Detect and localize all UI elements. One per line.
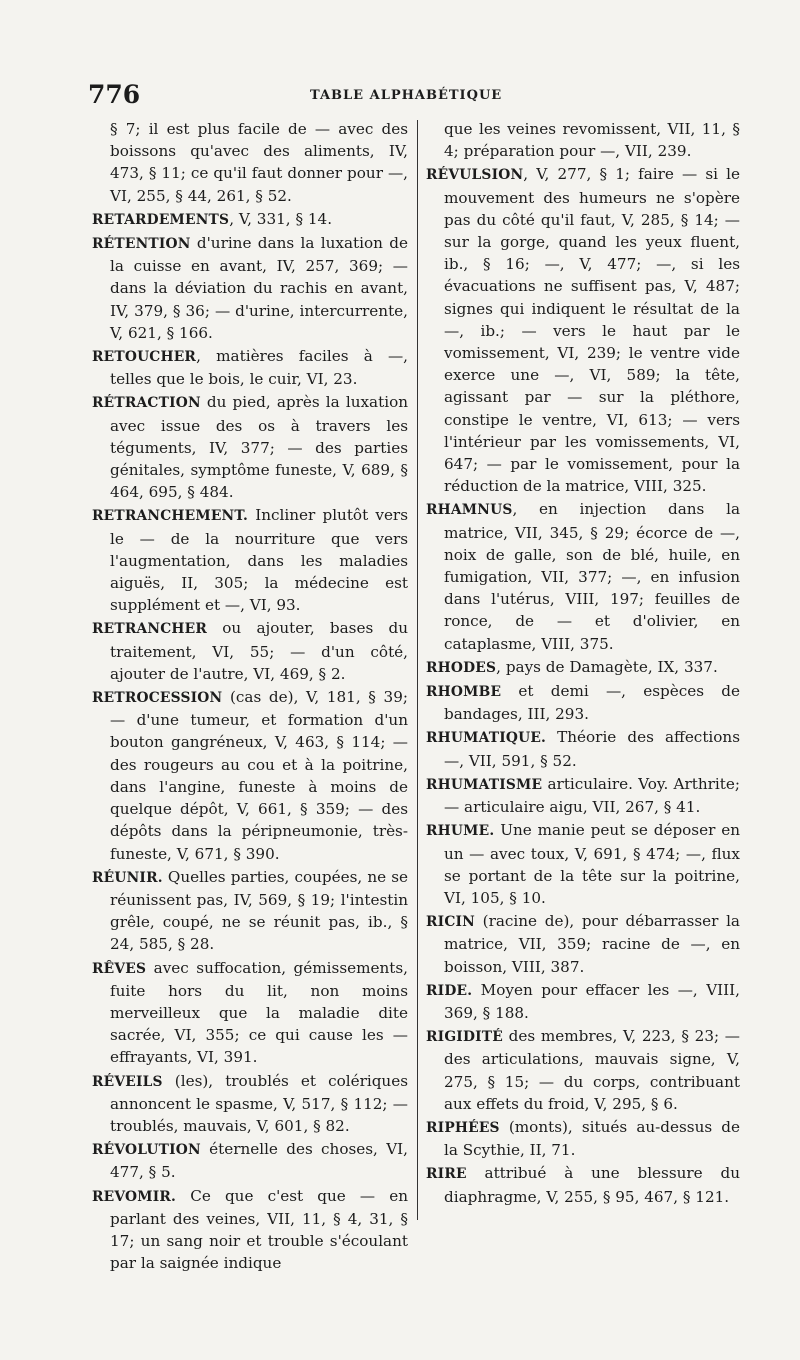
index-entry [426, 680, 740, 725]
entry-headword: RETOUCHER [92, 349, 197, 366]
entry-headword: RETRANCHER [92, 621, 208, 638]
entry-headword: REVOMIR. [92, 1188, 177, 1205]
page-header [88, 80, 728, 114]
entry-headword: RHUME. [426, 823, 495, 840]
index-entry [426, 819, 740, 909]
entry-headword: RETRANCHEMENT. [92, 508, 249, 525]
index-entry [426, 726, 740, 771]
entry-text: (monts), situés au-dessus de la Scythie, II, 71. [444, 1117, 740, 1160]
entry-text: , V, 277, § 1; faire — si le mouvement des humeurs ne s'opère pas du côté qu'il faut, V, 285, § 14; — sur la gorge, quand les yeux fluent, ib., § 16; —, V, 477; —, si les évacuations ne suffisent pas, V, 487; signes qui indiquent le résultat de la —, ib.; — vers le haut par le vomissement, VI, 239; le ventre vide exerce une —, VI, 589; la tête, agissant par — sur la pléthore, constipe le ventre, VI, 613; — vers l'intérieur par les vomissements, VI, 647; — par le vomissement, pour la réduction de la matrice, VIII, 325. [444, 165, 740, 496]
index-entry [426, 118, 740, 162]
entry-text: Une manie peut se déposer en un — avec toux, V, 691, § 474; —, flux se portant de la tête sur la poitrine, VI, 105, § 10. [444, 821, 740, 907]
entry-headword: RHUMATIQUE. [426, 730, 547, 747]
entry-text: Moyen pour effacer les —, VIII, 369, § 188. [444, 980, 740, 1022]
entry-headword: RÉVOLUTION [92, 1142, 201, 1159]
index-entry [426, 773, 740, 818]
index-entry [426, 1025, 740, 1115]
entry-text: Incliner plutôt vers le — de la nourriture que vers l'augmentation, dans les maladies aiguës, II, 305; la médecine est supplément et —, VI, 93. [110, 506, 408, 615]
entry-headword: RETROCESSION [92, 690, 223, 707]
entry-headword: RICIN [426, 914, 475, 931]
index-entry [92, 232, 408, 344]
index-entry [92, 957, 408, 1069]
entry-text: (les), troublés et colériques annoncent le spasme, V, 517, § 112; — troublés, mauvais, V, 601, § 82. [110, 1071, 408, 1135]
index-entry [92, 617, 408, 685]
page-number: 776 [88, 80, 141, 109]
entry-headword: RHOMBE [426, 684, 502, 701]
entry-headword: RÊVES [92, 960, 147, 977]
entry-text: éternelle des choses, VI, 477, § 5. [110, 1140, 408, 1182]
entry-headword: RHAMNUS [426, 502, 513, 519]
entry-headword: RIPHÉES [426, 1119, 500, 1136]
entry-text: Théorie des affections —, VII, 591, § 52. [444, 728, 740, 770]
index-entry [426, 1162, 740, 1207]
entry-headword: RIGIDITÉ [426, 1029, 503, 1046]
index-entry [92, 686, 408, 865]
entry-text: attribué à une blessure du diaphragme, V, 255, § 95, 467, § 121. [444, 1164, 740, 1206]
entry-headword: RÉTRACTION [92, 395, 201, 412]
entry-headword: RÉTENTION [92, 236, 191, 253]
right-column [426, 118, 740, 1209]
column-divider [417, 120, 418, 1220]
entry-text: d'urine dans la luxation de la cuisse en avant, IV, 257, 369; — dans la déviation du rachis en avant, IV, 379, § 36; — d'urine, intercurrente, V, 621, § 166. [110, 234, 408, 342]
entry-headword: RÉVEILS [92, 1073, 163, 1090]
index-entry [426, 910, 740, 978]
entry-headword: RÉVULSION [426, 167, 524, 184]
entry-text: § 7; il est plus facile de — avec des boissons qu'avec des aliments, IV, 473, § 11; ce qu'il faut donner pour —, VI, 255, § 44, 261, § 52. [110, 120, 408, 205]
entry-text: Quelles parties, coupées, ne se réunissent pas, IV, 569, § 19; l'intestin grêle, coupé, ne se réunit pas, ib., § 24, 585, § 28. [110, 867, 408, 954]
index-entry [92, 866, 408, 956]
entry-text: articulaire. Voy. Arthrite; — articulaire aigu, VII, 267, § 41. [444, 774, 740, 817]
index-entry [92, 118, 408, 207]
index-entry [92, 504, 408, 616]
entry-text: , V, 331, § 14. [229, 209, 333, 228]
entry-text: ou ajouter, bases du traitement, VI, 55; — d'un côté, ajouter de l'autre, VI, 469, § 2. [110, 619, 408, 683]
entry-text: , en injection dans la matrice, VII, 345, § 29; écorce de —, noix de galle, son de blé, huile, en fumigation, VII, 377; —, en infusion dans l'utérus, VIII, 197; feuilles de ronce, de — et d'olivier, en cataplasme, VIII, 375. [444, 500, 740, 653]
index-entry [426, 979, 740, 1024]
running-title: TABLE ALPHABÉTIQUE [310, 88, 503, 103]
entry-headword: RIDE. [426, 982, 473, 999]
entry-text: du pied, après la luxation avec issue des os à travers les téguments, IV, 377; — des parties génitales, symptôme funeste, V, 689, § 464, 695, § 484. [110, 393, 408, 502]
entry-text: avec suffocation, gémissements, fuite hors du lit, non moins merveilleux que la maladie dite sacrée, VI, 355; ce qui cause les — effrayants, VI, 391. [110, 958, 408, 1067]
index-entry [92, 391, 408, 503]
entry-text: (racine de), pour débarrasser la matrice, VII, 359; racine de —, en boisson, VIII, 387. [444, 912, 740, 976]
entry-text: Ce que c'est que — en parlant des veines, VII, 11, § 4, 31, § 17; un sang noir et trouble s'écoulant par la saignée indique [110, 1186, 408, 1273]
entry-headword: RETARDEMENTS [92, 211, 230, 228]
entry-headword: RHODES [426, 659, 497, 676]
entry-text: (cas de), V, 181, § 39; — d'une tumeur, et formation d'un bouton gangréneux, V, 463, § 114; — des rougeurs au cou et à la poitrine, dans l'angine, funeste à moins de quelque dépôt, V, 661, § 359; — des dépôts dans la péripneumonie, très-funeste, V, 671, § 390. [110, 688, 408, 863]
index-entry [426, 498, 740, 654]
entry-text: que les veines revomissent, VII, 11, § 4; préparation pour —, VII, 239. [444, 120, 740, 161]
entry-text: des membres, V, 223, § 23; — des articulations, mauvais signe, V, 275, § 15; — du corps, contribuant aux effets du froid, V, 295, § 6. [444, 1027, 740, 1113]
index-entry [92, 1138, 408, 1183]
index-entry [92, 1185, 408, 1275]
index-entry [426, 656, 740, 679]
entry-headword: RHUMATISME [426, 776, 543, 793]
index-entry [92, 345, 408, 390]
entry-headword: RIRE [426, 1166, 467, 1183]
index-entry [92, 1070, 408, 1138]
left-column [92, 118, 408, 1275]
index-entry [426, 1116, 740, 1161]
entry-text: et demi —, espèces de bandages, III, 293. [444, 682, 740, 724]
entry-text: , matières faciles à —, telles que le bois, le cuir, VI, 23. [110, 347, 408, 389]
index-entry [92, 208, 408, 231]
entry-headword: RÉUNIR. [92, 869, 163, 886]
index-entry [426, 163, 740, 497]
entry-text: , pays de Damagète, IX, 337. [496, 657, 718, 676]
